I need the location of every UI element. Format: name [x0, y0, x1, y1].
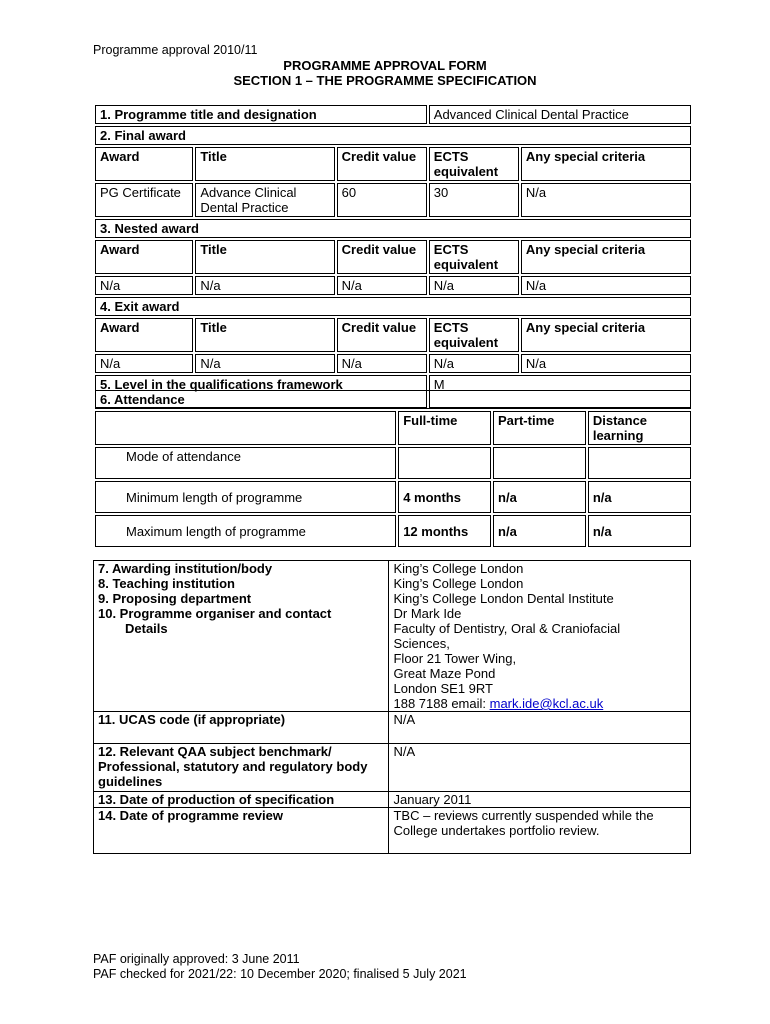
department-value: King’s College London Dental Institute — [393, 591, 614, 606]
col-special: Any special criteria — [521, 318, 691, 352]
col-distance: Distance learning — [588, 411, 691, 445]
attendance-blank — [95, 411, 396, 445]
organiser-floor: Floor 21 Tower Wing, — [393, 651, 517, 666]
footer-line1: PAF originally approved: 3 June 2011 — [93, 952, 300, 966]
exit-award-label: 4. Exit award — [95, 297, 691, 316]
col-ects: ECTS equivalent — [429, 318, 519, 352]
organiser-city: London SE1 9RT — [393, 681, 493, 696]
col-award: Award — [95, 147, 193, 181]
nested-title: N/a — [195, 276, 334, 295]
col-title: Title — [195, 240, 334, 274]
final-special: N/a — [521, 183, 691, 217]
col-award: Award — [95, 240, 193, 274]
min-length-dl: n/a — [588, 481, 691, 513]
exit-credit: N/a — [337, 354, 427, 373]
organiser-faculty: Faculty of Dentistry, Oral & Craniofacial — [393, 621, 621, 636]
organiser-name: Dr Mark Ide — [393, 606, 462, 621]
exit-ects: N/a — [429, 354, 519, 373]
row-programme-title — [95, 105, 691, 124]
awarding-value: King’s College London — [393, 561, 524, 576]
mode-ft — [398, 447, 491, 479]
review-date-value: TBC – reviews currently suspended while the College undertakes portfolio review. — [393, 808, 654, 838]
final-award: PG Certificate — [95, 183, 193, 217]
organiser-email-link[interactable]: mark.ide@kcl.ac.uk — [489, 696, 604, 711]
exit-title: N/a — [195, 354, 334, 373]
min-length-label: Minimum length of programme — [95, 481, 396, 513]
production-date-value: January 2011 — [389, 792, 691, 808]
programme-title-label: 1. Programme title and designation — [95, 105, 427, 124]
col-credit: Credit value — [337, 318, 427, 352]
teaching-label: 8. Teaching institution — [94, 576, 389, 591]
nested-special: N/a — [521, 276, 691, 295]
form-title: PROGRAMME APPROVAL FORM — [283, 58, 487, 73]
mode-dl — [588, 447, 691, 479]
department-label: 9. Proposing department — [94, 591, 389, 606]
col-title: Title — [195, 147, 334, 181]
col-title: Title — [195, 318, 334, 352]
nested-credit: N/a — [337, 276, 427, 295]
production-date-label: 13. Date of production of specification — [94, 792, 389, 808]
col-special: Any special criteria — [521, 240, 691, 274]
qaa-label: 12. Relevant QAA subject benchmark/ Professional, statutory and regulatory body guidelines — [94, 744, 389, 792]
max-length-ft: 12 months — [398, 515, 491, 547]
ucas-value: N/A — [389, 712, 691, 744]
col-credit: Credit value — [337, 240, 427, 274]
organiser-faculty-2: Sciences, — [393, 636, 450, 651]
programme-table-1 — [93, 103, 693, 410]
organiser-contact — [393, 696, 686, 711]
min-length-pt: n/a — [493, 481, 586, 513]
col-ects: ECTS equivalent — [429, 147, 519, 181]
footer-line2: PAF checked for 2021/22: 10 December 2020; finalised 5 July 2021 — [93, 967, 467, 981]
organiser-value — [389, 606, 691, 712]
ucas-label: 11. UCAS code (if appropriate) — [94, 712, 389, 744]
programme-table-2 — [93, 560, 691, 854]
footer — [93, 952, 467, 982]
max-length-dl: n/a — [588, 515, 691, 547]
organiser-label-line2: Details — [125, 621, 168, 636]
exit-award: N/a — [95, 354, 193, 373]
final-ects: 30 — [429, 183, 519, 217]
max-length-label: Maximum length of programme — [95, 515, 396, 547]
mode-label: Mode of attendance — [95, 447, 396, 479]
max-length-pt: n/a — [493, 515, 586, 547]
col-credit: Credit value — [337, 147, 427, 181]
organiser-phone: 188 7188 email: — [393, 696, 490, 711]
min-length-ft: 4 months — [398, 481, 491, 513]
level-label: 5. Level in the qualifications framework — [95, 375, 427, 408]
exit-special: N/a — [521, 354, 691, 373]
programme-title-value: Advanced Clinical Dental Practice — [429, 105, 691, 124]
col-special: Any special criteria — [521, 147, 691, 181]
final-credit: 60 — [337, 183, 427, 217]
teaching-value: King’s College London — [393, 576, 524, 591]
col-fulltime: Full-time — [398, 411, 491, 445]
organiser-label — [94, 606, 389, 712]
running-header: Programme approval 2010/11 — [93, 43, 258, 57]
section-title: SECTION 1 – THE PROGRAMME SPECIFICATION — [233, 73, 537, 88]
review-date-label: 14. Date of programme review — [94, 808, 389, 854]
qaa-value: N/A — [389, 744, 691, 792]
organiser-street: Great Maze Pond — [393, 666, 496, 681]
final-award-label: 2. Final award — [95, 126, 691, 145]
nested-ects: N/a — [429, 276, 519, 295]
final-title: Advance Clinical Dental Practice — [195, 183, 334, 217]
col-ects: ECTS equivalent — [429, 240, 519, 274]
nested-award: N/a — [95, 276, 193, 295]
col-award: Award — [95, 318, 193, 352]
organiser-label-line1: 10. Programme organiser and contact — [98, 606, 332, 621]
level-value: M — [429, 375, 691, 408]
attendance-label: 6. Attendance — [95, 390, 691, 409]
mode-pt — [493, 447, 586, 479]
attendance-table — [93, 388, 693, 549]
nested-award-label: 3. Nested award — [95, 219, 691, 238]
col-parttime: Part-time — [493, 411, 586, 445]
awarding-label: 7. Awarding institution/body — [94, 561, 389, 577]
